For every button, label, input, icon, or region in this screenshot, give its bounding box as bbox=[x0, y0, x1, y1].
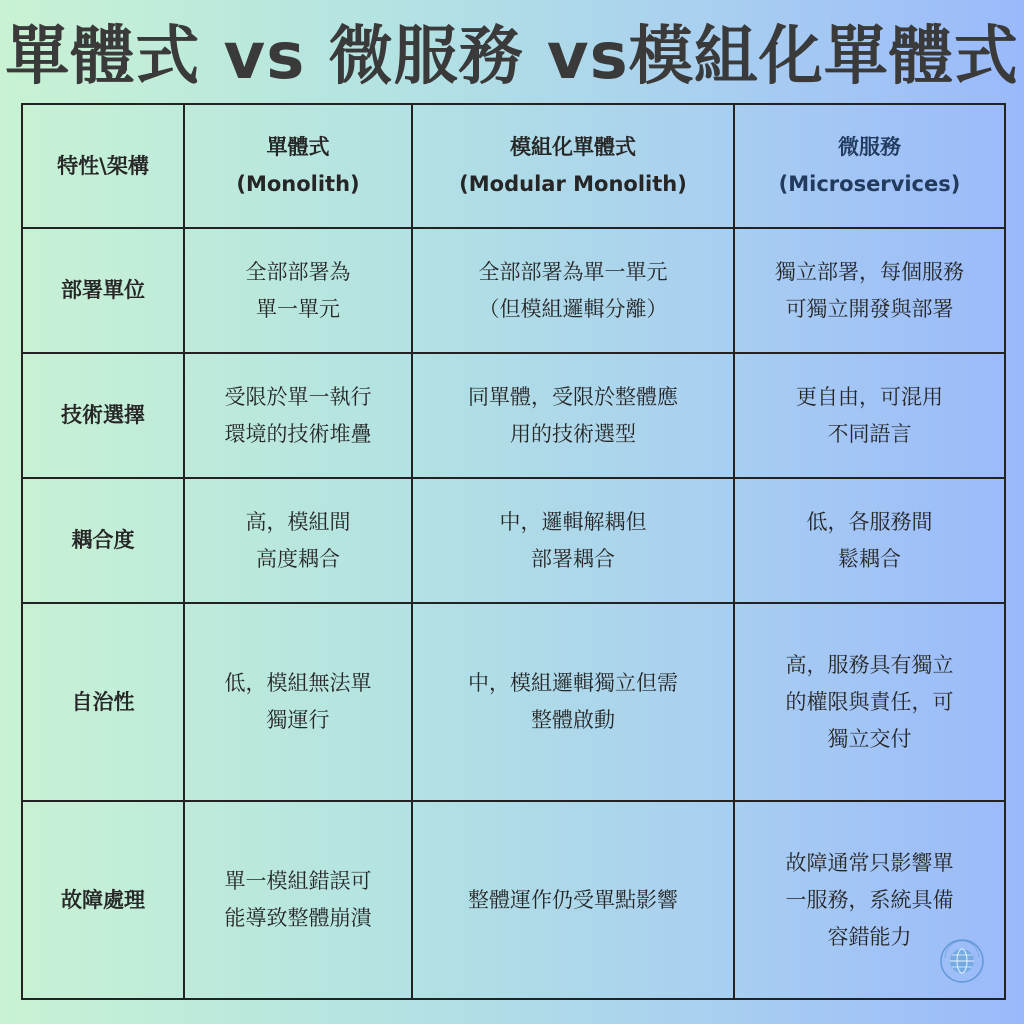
cell-monolith bbox=[184, 478, 412, 603]
cell-text: 單一模組錯誤可 能導致整體崩潰 bbox=[224, 869, 372, 930]
table-row bbox=[22, 353, 1005, 478]
row-label-fault-handling: 故障處理 bbox=[22, 801, 184, 999]
cell-monolith bbox=[184, 801, 412, 999]
corner-header-label: 特性\架構 bbox=[57, 153, 149, 178]
page-title: 單體式 vs 微服務 vs模組化單體式 bbox=[5, 20, 1019, 94]
header-monolith-english: (Monolith) bbox=[236, 172, 360, 196]
row-label-coupling: 耦合度 bbox=[22, 478, 184, 603]
cell-text: 全部部署為 單一單元 bbox=[245, 259, 351, 321]
cell-text: 高，服務具有獨立 的權限與責任，可 獨立交付 bbox=[785, 652, 954, 751]
row-label-autonomy: 自治性 bbox=[22, 603, 184, 801]
cell-modular bbox=[412, 603, 734, 801]
header-modular-name: 模組化單體式 bbox=[510, 135, 636, 159]
cell-text: 同單體，受限於整體應 用的技術選型 bbox=[468, 384, 678, 446]
cell-modular bbox=[412, 801, 734, 999]
header-micro-name: 微服務 bbox=[838, 135, 901, 159]
cell-monolith bbox=[184, 603, 412, 801]
cell-micro bbox=[734, 603, 1005, 801]
cell-text: 更自由，可混用 不同語言 bbox=[796, 384, 943, 446]
header-microservices bbox=[734, 104, 1005, 228]
cell-text: 高，模組間 高度耦合 bbox=[245, 509, 351, 571]
cell-text: 中，模組邏輯獨立但需 整體啟動 bbox=[468, 671, 678, 732]
cell-text: 整體運作仍受單點影響 bbox=[468, 887, 678, 912]
corner-header bbox=[22, 104, 184, 228]
table-row bbox=[22, 603, 1005, 801]
cell-modular bbox=[412, 228, 734, 353]
cell-text: 受限於單一執行 環境的技術堆疊 bbox=[224, 384, 372, 446]
comparison-table bbox=[21, 103, 1006, 1000]
header-monolith bbox=[184, 104, 412, 228]
header-micro-english: (Microservices) bbox=[778, 172, 961, 196]
cell-micro bbox=[734, 353, 1005, 478]
table-header-row bbox=[22, 104, 1005, 228]
cell-text: 故障通常只影響單 一服務，系統具備 容錯能力 bbox=[785, 850, 954, 949]
cell-text: 全部部署為單一單元 （但模組邏輯分離） bbox=[478, 259, 668, 321]
header-modular-monolith bbox=[412, 104, 734, 228]
cell-micro bbox=[734, 228, 1005, 353]
cell-modular bbox=[412, 478, 734, 603]
cell-micro bbox=[734, 478, 1005, 603]
cell-monolith bbox=[184, 353, 412, 478]
cell-modular bbox=[412, 353, 734, 478]
row-label-tech-choice: 技術選擇 bbox=[22, 353, 184, 478]
table-row bbox=[22, 801, 1005, 999]
cell-text: 中，邏輯解耦但 部署耦合 bbox=[499, 509, 647, 571]
globe-badge-icon bbox=[939, 938, 985, 984]
header-modular-english: (Modular Monolith) bbox=[459, 172, 687, 196]
cell-text: 低，各服務間 鬆耦合 bbox=[806, 509, 933, 571]
table-row bbox=[22, 478, 1005, 603]
cell-text: 低，模組無法單 獨運行 bbox=[224, 671, 372, 732]
header-monolith-name: 單體式 bbox=[266, 135, 330, 159]
table-row bbox=[22, 228, 1005, 353]
row-label-deployment: 部署單位 bbox=[22, 228, 184, 353]
cell-text: 獨立部署，每個服務 可獨立開發與部署 bbox=[775, 259, 964, 321]
cell-monolith bbox=[184, 228, 412, 353]
